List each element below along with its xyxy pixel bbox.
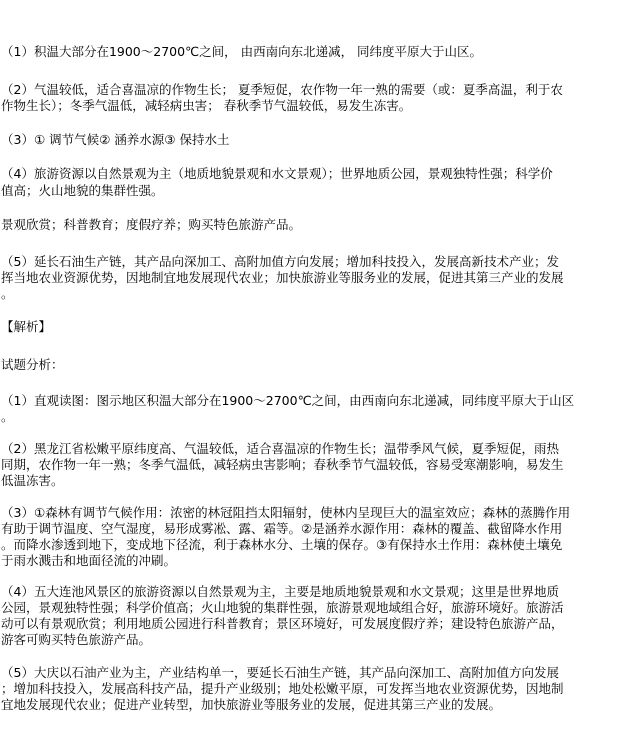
analysis-3-line-4: 于雨水溅击和地面径流的冲刷。 — [1, 553, 177, 568]
analysis-2-line-2: 同期，农作物一年一熟；冬季气温低，减轻病虫害影响；春秋季节气温较低，容易受寒潮影响，易发生 — [1, 457, 564, 472]
analysis-3-line-1: （3）①森林有调节气候作用：浓密的林冠阻挡太阳辐射，使林内呈现巨大的温室效应；森林的蒸腾作用 — [1, 505, 571, 520]
analysis-1-line-1: （1）直观读图：图示地区积温大部分在1900～2700℃之间，由西南向东北递减，同纬度平原大于山区 — [1, 393, 575, 408]
analysis-2-line-1: （2）黑龙江省松嫩平原纬度高、气温较低，适合喜温凉的作物生长；温带季风气候，夏季短促，雨热 — [1, 441, 559, 456]
answer-1-line-1: （1）积温大部分在1900～2700℃之间， 由西南向东北递减， 同纬度平原大于山区。 — [1, 44, 483, 59]
answer-5-line-3: 。 — [1, 286, 14, 301]
analysis-5-line-1: （5）大庆以石油产业为主，产业结构单一，要延长石油生产链，其产品向深加工、高附加值方向发展 — [1, 665, 559, 680]
answer-3-line-1: （3）① 调节气候② 涵养水源③ 保持水土 — [1, 132, 230, 147]
answer-4-line-1: （4）旅游资源以自然景观为主（地质地貌景观和水文景观）；世界地质公园，景观独特性强；科学价 — [1, 166, 553, 181]
analysis-1-line-2: 。 — [1, 409, 14, 424]
analysis-3-line-2: 有助于调节温度、空气湿度，易形成雾凇、露、霜等。②是涵养水源作用：森林的覆盖、截留降水作用 — [1, 521, 563, 536]
analysis-3-line-3: 。而降水渗透到地下，变成地下径流，利于森林水分、土壤的保存。③有保持水土作用：森林使土壤免 — [1, 537, 563, 552]
analysis-4-line-3: 动可以有景观欣赏；利用地质公园进行科普教育；景区环境好，可发展度假疗养；建设特色旅游产品， — [1, 616, 564, 631]
answer-4-line-3: 景观欣赏；科普教育；度假疗养；购买特色旅游产品。 — [1, 217, 302, 232]
analysis-4-line-1: （4）五大连池风景区的旅游资源以自然景观为主，主要是地质地貌景观和水文景观；这里是世界地质 — [1, 584, 559, 599]
answer-2-line-1: （2）气温较低，适合喜温凉的作物生长； 夏季短促，农作物一年一熟的需要（或：夏季高温，利于农 — [1, 82, 563, 97]
analysis-5-line-2: ；增加科技投入，发展高科技产品，提升产业级别；地处松嫩平原，可发挥当地农业资源优势，因地制 — [1, 681, 564, 696]
analysis-4-line-2: 公园，景观独特性强；科学价值高；火山地貌的集群性强，旅游景观地域组合好，旅游环境好。旅游活 — [1, 600, 564, 615]
analysis-subheading: 试题分析： — [1, 357, 64, 372]
answer-5-line-1: （5）延长石油生产链，其产品向深加工、高附加值方向发展；增加科技投入，发展高新技术产业；发 — [1, 254, 559, 269]
answer-5-line-2: 挥当地农业资源优势，因地制宜地发展现代农业；加快旅游业等服务业的发展，促进其第三产业的发展 — [1, 270, 564, 285]
analysis-5-line-3: 宜地发展现代农业；促进产业转型，加快旅游业等服务业的发展，促进其第三产业的发展。 — [1, 697, 502, 712]
analysis-heading: 【解析】 — [1, 319, 52, 334]
analysis-2-line-3: 低温冻害。 — [1, 473, 64, 488]
analysis-4-line-4: 游客可购买特色旅游产品。 — [1, 632, 152, 647]
answer-4-line-2: 值高；火山地貌的集群性强。 — [1, 183, 164, 198]
answer-2-line-2: 作物生长）；冬季气温低，减轻病虫害； 春秋季节气温较低，易发生冻害。 — [1, 98, 412, 113]
